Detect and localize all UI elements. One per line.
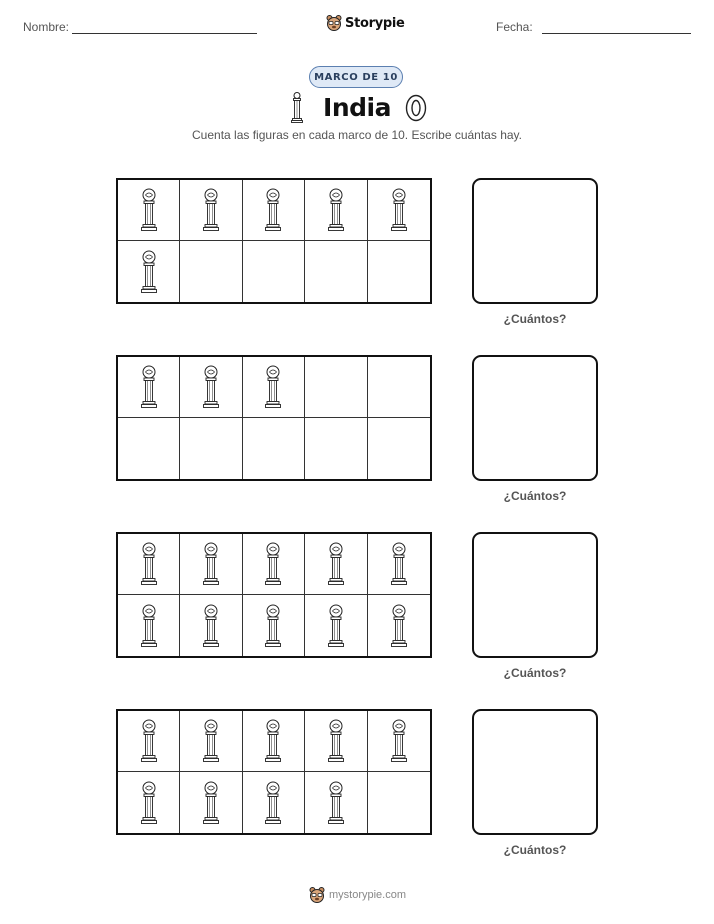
frame-cell bbox=[305, 357, 367, 418]
answer-box-1[interactable] bbox=[472, 178, 598, 304]
ashoka-pillar-icon bbox=[202, 188, 220, 232]
frame-cell bbox=[180, 534, 242, 595]
frame-cell bbox=[243, 357, 305, 418]
ten-frame-1 bbox=[116, 178, 432, 304]
footer bbox=[309, 885, 406, 905]
frame-cell bbox=[180, 418, 242, 479]
ashoka-pillar-icon bbox=[327, 188, 345, 232]
frame-cell bbox=[243, 241, 305, 302]
ashoka-pillar-icon bbox=[140, 250, 158, 294]
how-many-label-2: ¿Cuántos? bbox=[503, 489, 567, 503]
ashoka-pillar-icon bbox=[202, 781, 220, 825]
frame-cell bbox=[118, 241, 180, 302]
worksheet-type-badge: MARCO DE 10 bbox=[309, 66, 403, 88]
ashoka-pillar-icon bbox=[264, 719, 282, 763]
instructions: Cuenta las figuras en cada marco de 10. Escribe cuántas hay. bbox=[192, 128, 522, 142]
zero-digit-icon bbox=[405, 94, 427, 122]
ashoka-pillar-icon bbox=[390, 542, 408, 586]
frame-cell bbox=[180, 595, 242, 656]
ashoka-pillar-icon bbox=[264, 188, 282, 232]
ashoka-pillar-icon bbox=[390, 188, 408, 232]
frame-cell bbox=[368, 418, 430, 479]
ashoka-pillar-icon bbox=[202, 604, 220, 648]
frame-cell bbox=[243, 418, 305, 479]
frame-cell bbox=[368, 595, 430, 656]
ashoka-pillar-icon bbox=[264, 604, 282, 648]
frame-cell bbox=[368, 241, 430, 302]
how-many-label-1: ¿Cuántos? bbox=[503, 312, 567, 326]
frame-cell bbox=[243, 711, 305, 772]
ashoka-pillar-icon bbox=[327, 781, 345, 825]
ten-frame-4 bbox=[116, 709, 432, 835]
date-label: Fecha: bbox=[496, 20, 533, 34]
how-many-label-3: ¿Cuántos? bbox=[503, 666, 567, 680]
frame-cell bbox=[305, 180, 367, 241]
frame-cell bbox=[243, 772, 305, 833]
ashoka-pillar-icon bbox=[140, 542, 158, 586]
name-label: Nombre: bbox=[23, 20, 70, 34]
answer-box-4[interactable] bbox=[472, 709, 598, 835]
frame-cell bbox=[368, 711, 430, 772]
frame-cell bbox=[368, 772, 430, 833]
title-row bbox=[0, 92, 714, 124]
ten-frame-3 bbox=[116, 532, 432, 658]
bear-mascot-icon bbox=[326, 14, 342, 32]
answer-box-2[interactable] bbox=[472, 355, 598, 481]
ashoka-pillar-icon bbox=[390, 719, 408, 763]
frame-cell bbox=[118, 180, 180, 241]
ashoka-pillar-icon bbox=[264, 781, 282, 825]
ashoka-pillar-icon bbox=[327, 719, 345, 763]
frame-cell bbox=[118, 357, 180, 418]
frame-cell bbox=[368, 180, 430, 241]
ashoka-pillar-icon bbox=[140, 188, 158, 232]
frame-cell bbox=[368, 357, 430, 418]
frame-cell bbox=[368, 534, 430, 595]
ashoka-pillar-icon bbox=[140, 781, 158, 825]
frame-cell bbox=[118, 772, 180, 833]
date-line[interactable] bbox=[542, 33, 691, 34]
frame-cell bbox=[180, 357, 242, 418]
how-many-label-4: ¿Cuántos? bbox=[503, 843, 567, 857]
footer-url: mystorypie.com bbox=[329, 889, 407, 901]
frame-cell bbox=[305, 711, 367, 772]
frame-cell bbox=[305, 595, 367, 656]
ashoka-pillar-icon bbox=[202, 542, 220, 586]
frame-cell bbox=[118, 595, 180, 656]
frame-cell bbox=[243, 595, 305, 656]
brand-name: Storypie bbox=[345, 15, 405, 31]
frame-cell bbox=[305, 418, 367, 479]
ashoka-pillar-icon bbox=[390, 604, 408, 648]
brand-logo bbox=[326, 13, 405, 33]
ashoka-pillar-icon bbox=[140, 604, 158, 648]
ashoka-pillar-icon bbox=[140, 719, 158, 763]
name-line[interactable] bbox=[72, 33, 257, 34]
frame-cell bbox=[243, 180, 305, 241]
frame-cell bbox=[305, 241, 367, 302]
frame-cell bbox=[305, 534, 367, 595]
frame-cell bbox=[118, 418, 180, 479]
ashoka-pillar-icon bbox=[202, 365, 220, 409]
page-title: India bbox=[323, 93, 391, 122]
frame-cell bbox=[180, 241, 242, 302]
ashoka-pillar-icon bbox=[202, 719, 220, 763]
frame-cell bbox=[180, 180, 242, 241]
bear-mascot-icon bbox=[309, 886, 325, 904]
ashoka-pillar-icon bbox=[140, 365, 158, 409]
ashoka-pillar-icon bbox=[264, 365, 282, 409]
frame-cell bbox=[118, 534, 180, 595]
ashoka-pillar-icon bbox=[264, 542, 282, 586]
frame-cell bbox=[305, 772, 367, 833]
answer-box-3[interactable] bbox=[472, 532, 598, 658]
ashoka-pillar-icon bbox=[327, 604, 345, 648]
frame-cell bbox=[180, 772, 242, 833]
frame-cell bbox=[180, 711, 242, 772]
ten-frame-2 bbox=[116, 355, 432, 481]
ashoka-pillar-icon bbox=[327, 542, 345, 586]
frame-cell bbox=[118, 711, 180, 772]
frame-cell bbox=[243, 534, 305, 595]
